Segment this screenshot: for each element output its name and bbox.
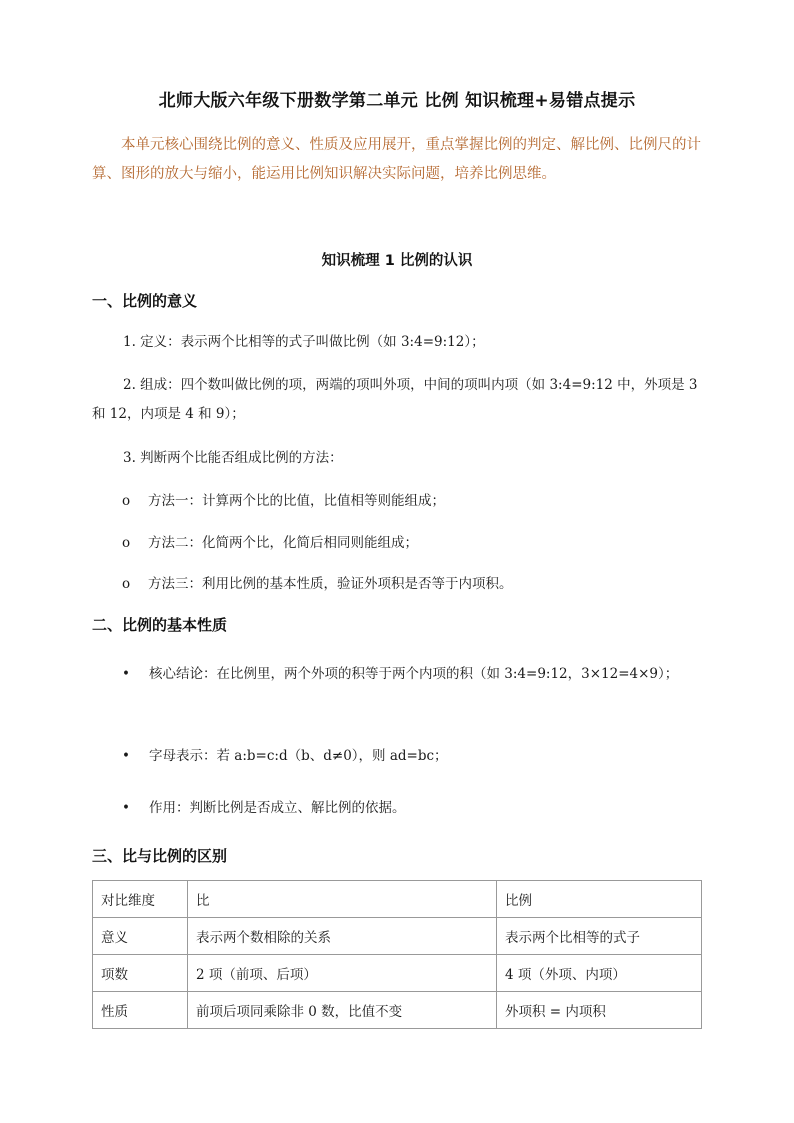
heading-basic-property: 二、比例的基本性质: [92, 616, 228, 634]
table-row: [93, 992, 702, 1029]
method-text: 方法一：计算两个比的比值，比值相等则能组成；: [148, 493, 445, 509]
property-bullet-row: [92, 794, 704, 823]
table-cell: 4 项（外项、内项）: [497, 955, 702, 992]
intro-paragraph: 本单元核心围绕比例的意义、性质及应用展开，重点掌握比例的判定、解比例、比例尺的计算、图形的放大与缩小，能运用比例知识解决实际问题，培养比例思维。: [92, 137, 701, 182]
table-cell: 表示两个比相等的式子: [497, 918, 702, 955]
table-cell: 前项后项同乘除非 0 数，比值不变: [188, 992, 497, 1029]
bullet-icon: •: [122, 666, 130, 682]
item-definition: 1. 定义：表示两个比相等的式子叫做比例（如 3:4=9:12）；: [123, 334, 485, 350]
heading-meaning-of-proportion: 一、比例的意义: [92, 292, 198, 310]
property-text: 字母表示：若 a:b=c:d（b、d≠0），则 ad=bc；: [149, 748, 448, 764]
property-bullet-row: [92, 660, 704, 689]
method-text: 方法三：利用比例的基本性质，验证外项积是否等于内项积。: [148, 576, 513, 592]
table-row: [93, 881, 702, 918]
bullet-icon: •: [122, 800, 130, 816]
document-title: 北师大版六年级下册数学第二单元 比例 知识梳理+易错点提示: [158, 91, 636, 111]
table-row: [93, 955, 702, 992]
table-cell: 比: [188, 881, 497, 918]
table-cell: 性质: [93, 992, 188, 1029]
method-bullet-icon: o: [122, 576, 131, 592]
property-bullet-row: [92, 742, 704, 771]
method-bullet-icon: o: [122, 535, 131, 551]
table-cell: 比例: [497, 881, 702, 918]
property-text: 核心结论：在比例里，两个外项的积等于两个内项的积（如 3:4=9:12，3×12=4×9）；: [149, 666, 679, 682]
method-row: [92, 570, 704, 599]
table-cell: 外项积 = 内项积: [497, 992, 702, 1029]
table-cell: 意义: [93, 918, 188, 955]
table-cell: 项数: [93, 955, 188, 992]
section-title-1: 知识梳理 1 比例的认识: [321, 253, 473, 269]
table-row: [93, 918, 702, 955]
comparison-table: [92, 880, 702, 1029]
property-text: 作用：判断比例是否成立、解比例的依据。: [149, 800, 406, 816]
heading-ratio-vs-proportion: 三、比与比例的区别: [92, 847, 228, 865]
method-text: 方法二：化简两个比，化简后相同则能组成；: [148, 535, 418, 551]
table-cell: 表示两个数相除的关系: [188, 918, 497, 955]
method-bullet-icon: o: [122, 493, 131, 509]
bullet-icon: •: [122, 748, 130, 764]
table-cell: 对比维度: [93, 881, 188, 918]
method-row: [92, 487, 704, 516]
item-judgement-methods: 3. 判断两个比能否组成比例的方法：: [123, 450, 343, 466]
table-cell: 2 项（前项、后项）: [188, 955, 497, 992]
item-composition: 2. 组成：四个数叫做比例的项，两端的项叫外项，中间的项叫内项（如 3:4=9:12 中，外项是 3 和 12，内项是 4 和 9）；: [92, 377, 698, 422]
method-row: [92, 529, 704, 558]
